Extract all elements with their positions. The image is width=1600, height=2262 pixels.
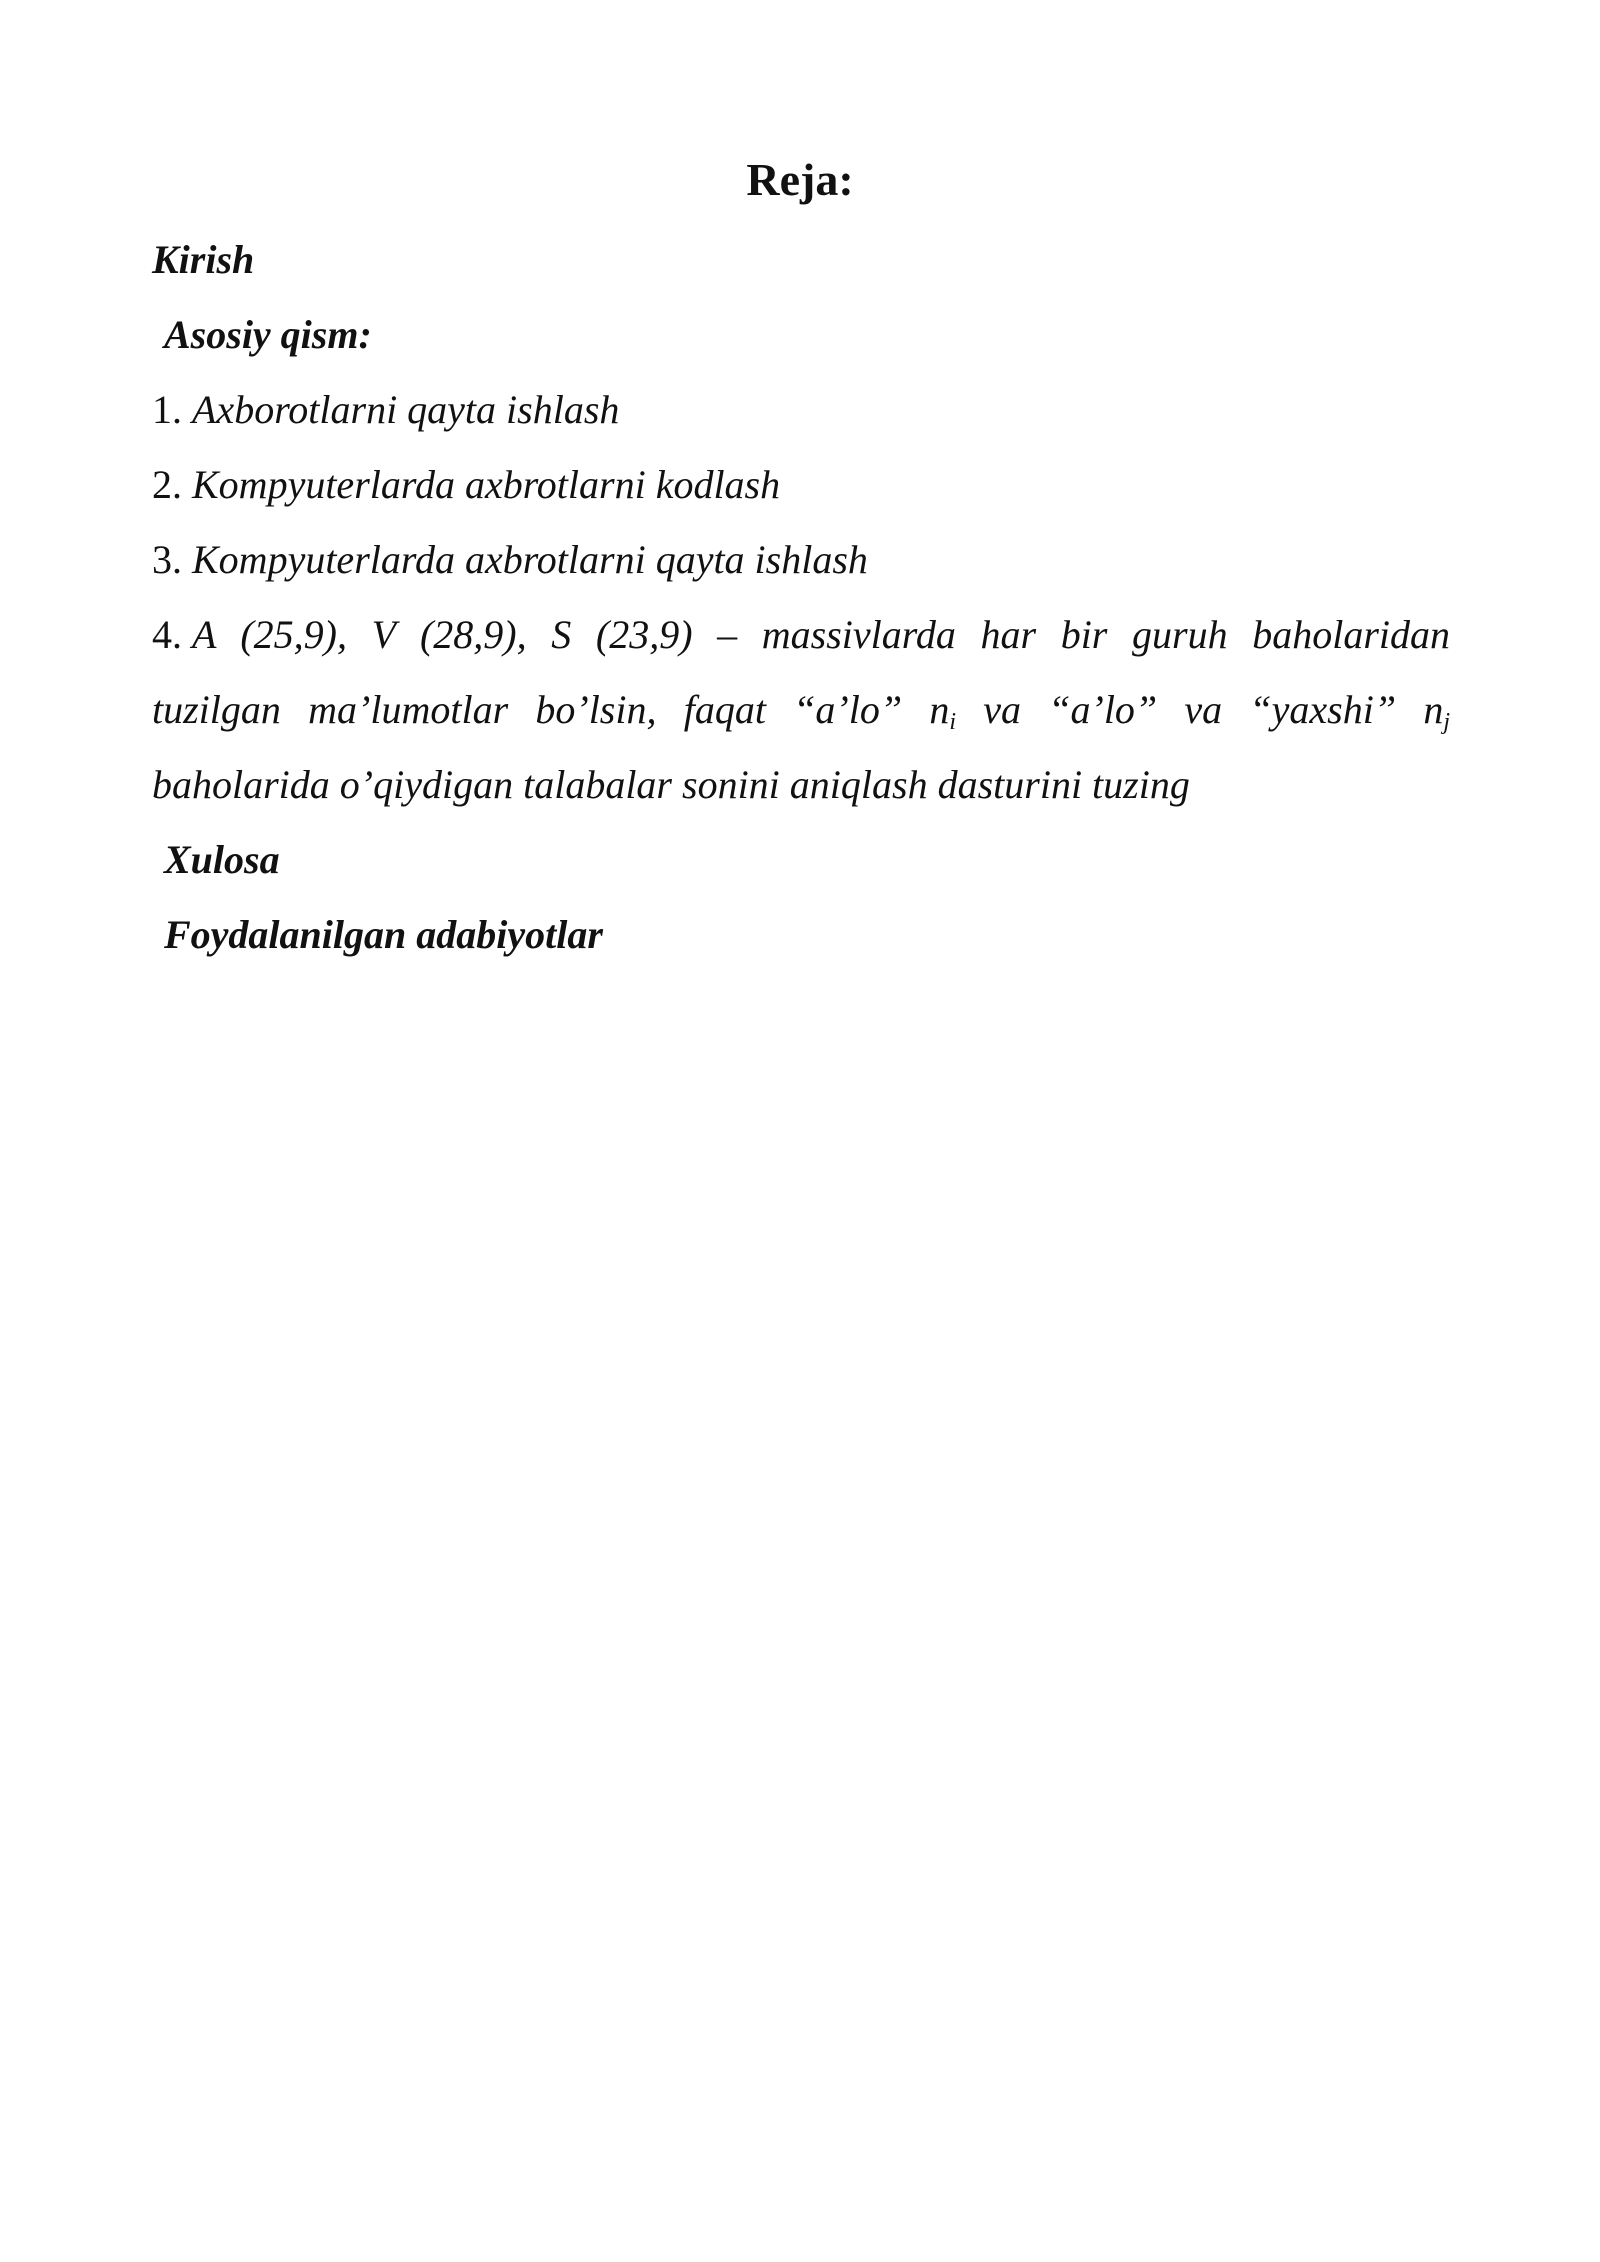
list-item-text: Kompyuterlarda axbrotlarni kodlash [192, 462, 781, 507]
list-item-number: 1. [152, 387, 182, 432]
list-item [152, 532, 868, 588]
task-item-line-1 [152, 607, 1450, 663]
list-item-text: Axborotlarni qayta ishlash [192, 387, 620, 432]
list-item-number: 4. [152, 612, 182, 657]
list-item-number: 2. [152, 462, 182, 507]
conclusion-heading: Xulosa [164, 837, 280, 882]
references-heading: Foydalanilgan adabiyotlar [164, 912, 603, 957]
list-item [152, 382, 619, 438]
task-text-line-1: A (25,9), V (28,9), S (23,9) – massivlarda har bir guruh baholaridan [192, 612, 1450, 657]
page-title: Reja: [746, 154, 854, 205]
subscript-j: j [1443, 709, 1450, 735]
task-item-line-2 [152, 682, 1450, 738]
subscript-i: i [949, 709, 957, 735]
list-item [152, 457, 780, 513]
main-section-heading: Asosiy qism: [164, 312, 372, 357]
task-text-line-2b: va “a’lo” va “yaxshi” n [956, 687, 1444, 732]
task-text-line-3: baholarida o’qiydigan talabalar sonini aniqlash dasturini tuzing [152, 762, 1190, 807]
list-item-number: 3. [152, 537, 182, 582]
intro-heading: Kirish [152, 237, 255, 282]
list-item-text: Kompyuterlarda axbrotlarni qayta ishlash [192, 537, 868, 582]
task-text-line-2a: tuzilgan ma’lumotlar bo’lsin, faqat “a’lo” n [152, 687, 950, 732]
